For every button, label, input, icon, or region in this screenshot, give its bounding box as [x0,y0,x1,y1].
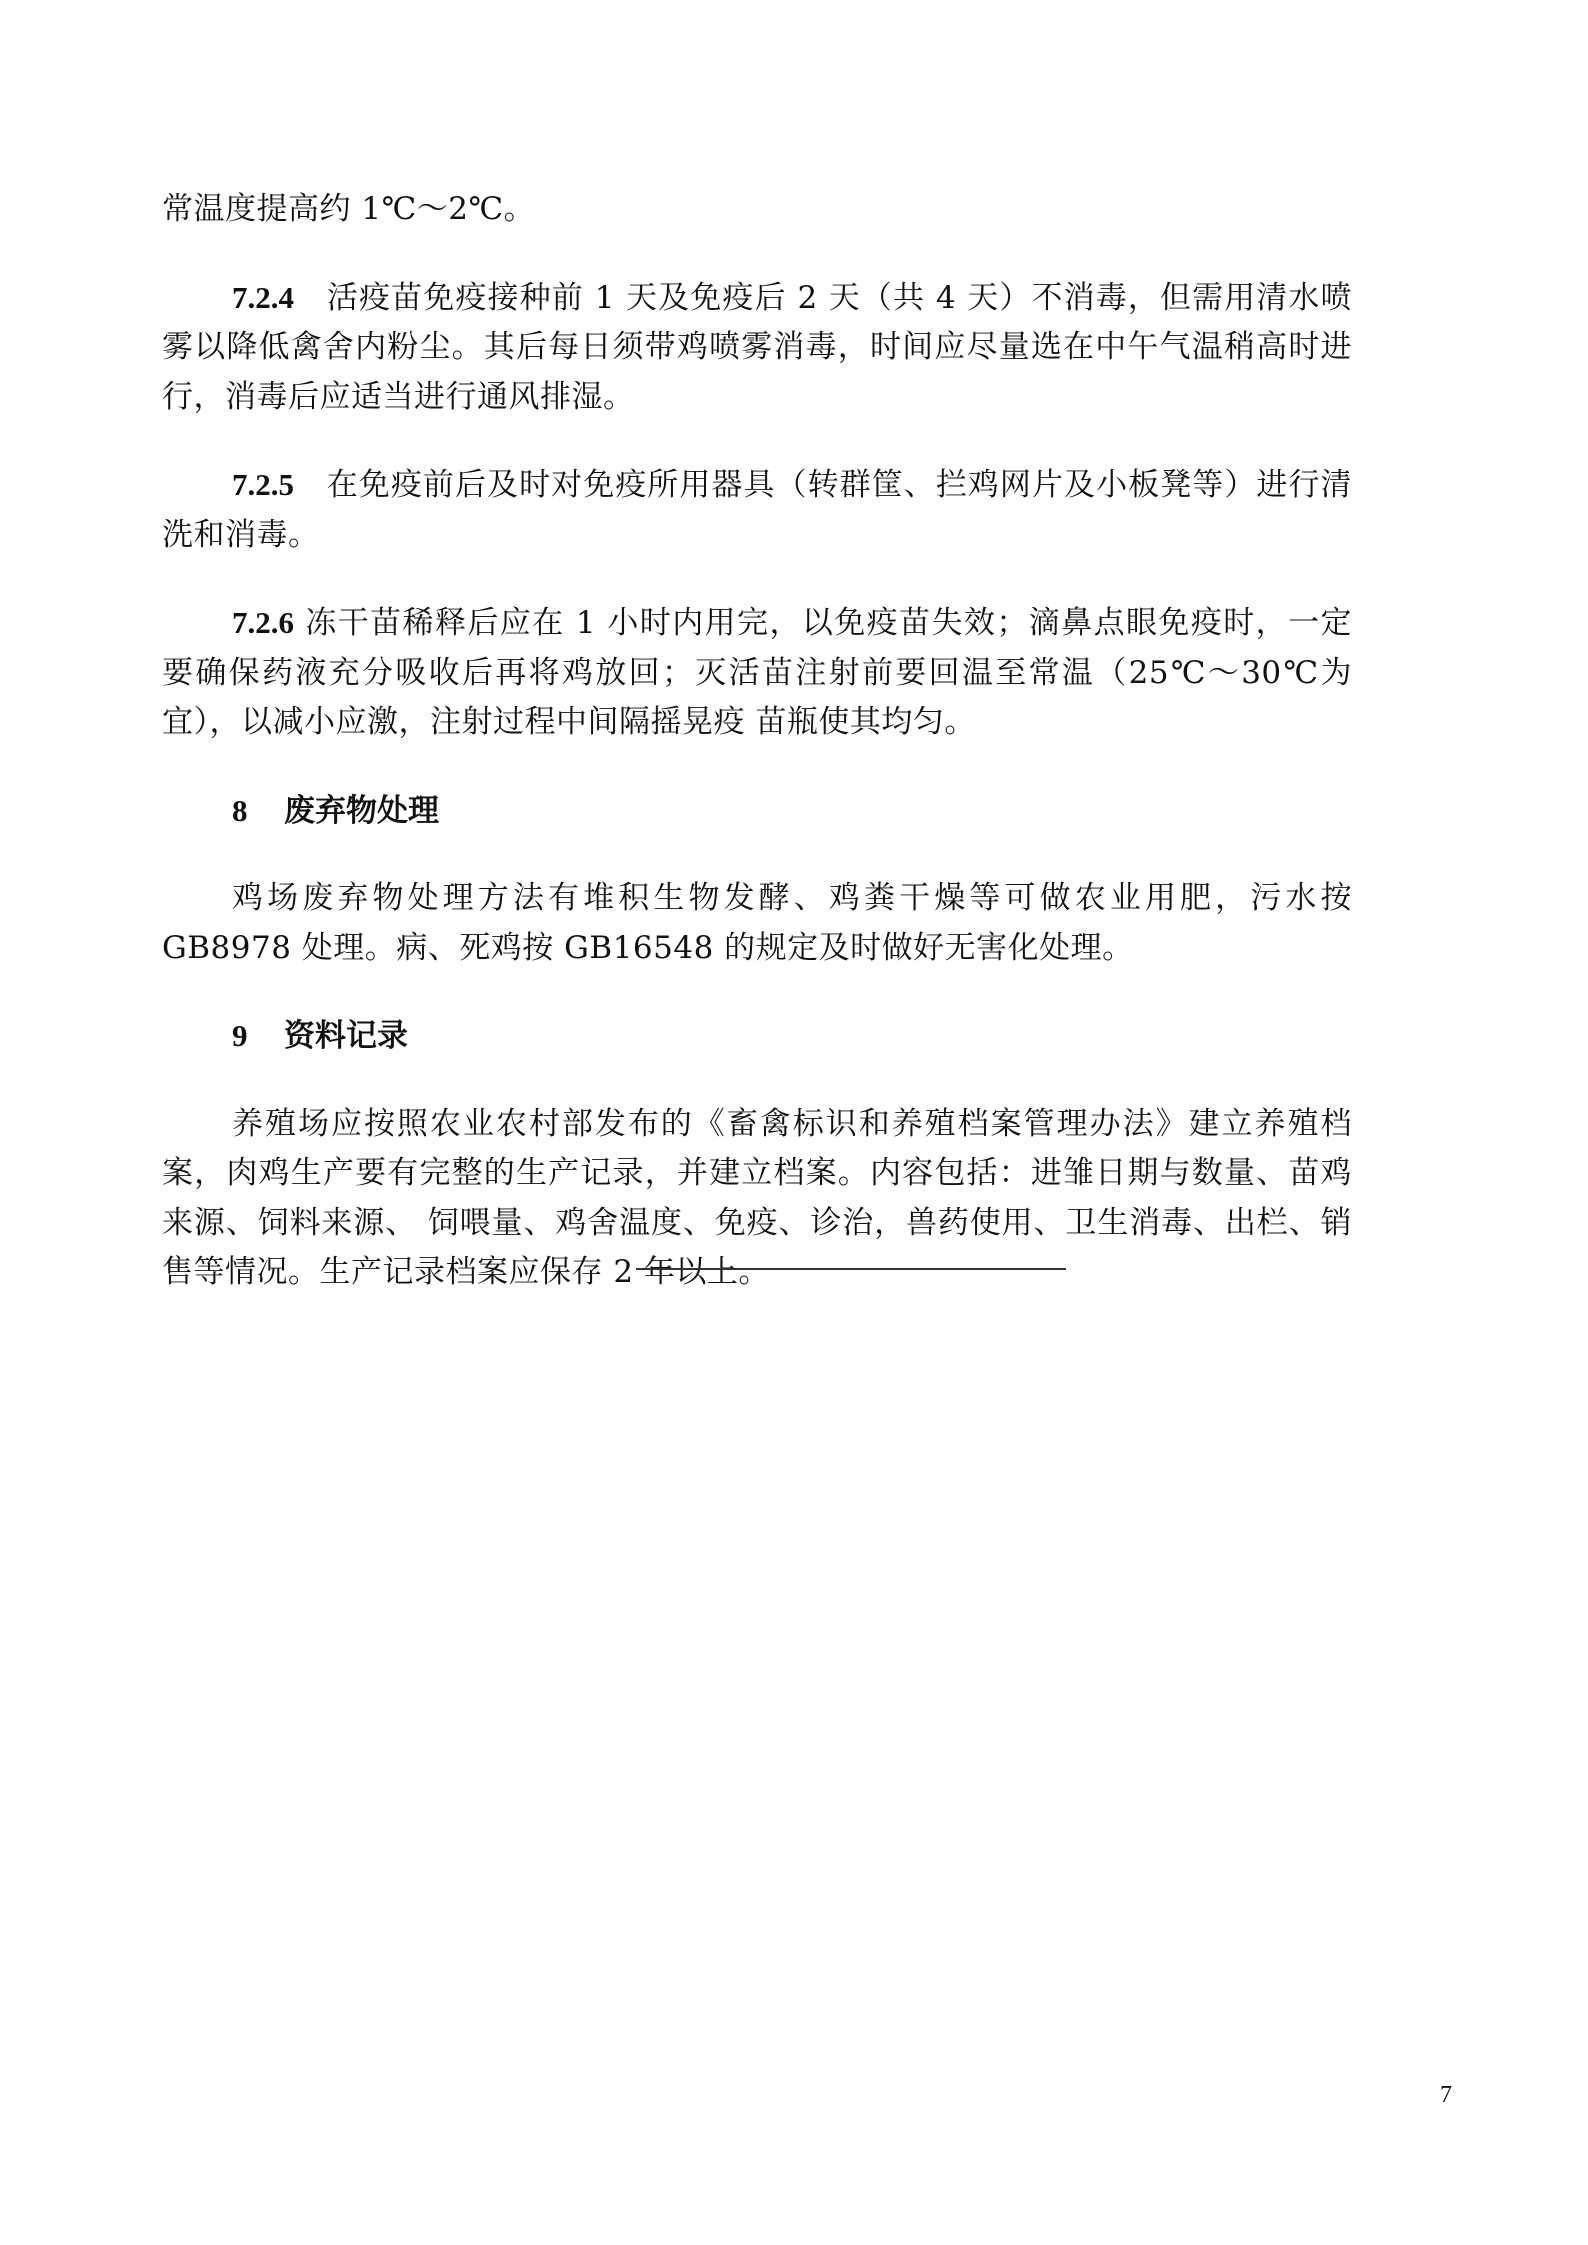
section-9-heading [232,1011,1352,1062]
section-9-paragraph: 养殖场应按照农业农村部发布的《畜禽标识和养殖档案管理办法》建立养殖档案，肉鸡生产要有完整的生产记录，并建立档案。内容包括：进雏日期与数量、苗鸡来源、饲料来源、 饲喂量、鸡舍温度、免疫、诊治，兽药使用、卫生消毒、出栏、销售等情况。生产记录档案应保存 2 年以上。 [162,1105,1352,1290]
section-number: 8 [232,792,248,828]
document-body [162,185,1352,1336]
continuation-paragraph: 常温度提高约 1℃～2℃。 [162,191,536,227]
clause-number: 7.2.4 [232,279,294,315]
section-number: 9 [232,1018,248,1053]
section-title: 废弃物处理 [284,792,439,829]
section-title: 资料记录 [284,1018,408,1054]
clause-7-2-6 [162,598,1352,748]
clause-number: 7.2.6 [232,605,294,640]
clause-text: 在免疫前后及时对免疫所用器具（转群筐、拦鸡网片及小板凳等）进行清洗和消毒。 [162,467,1352,553]
clause-number: 7.2.5 [232,467,294,502]
section-8-paragraph: 鸡场废弃物处理方法有堆积生物发酵、鸡粪干燥等可做农业用肥，污水按 GB8978 处理。病、死鸡按 GB16548 的规定及时做好无害化处理。 [162,880,1352,966]
section-8-heading [232,786,1352,837]
clause-text: 冻干苗稀释后应在 1 小时内用完，以免疫苗失效；滴鼻点眼免疫时，一定要确保药液充分吸收后再将鸡放回；灭活苗注射前要回温至常温（25℃～30℃为宜），以减小应激，注射过程中间隔摇晃疫 苗瓶使其均匀。 [162,605,1352,740]
clause-7-2-5 [162,460,1352,560]
page-number: 7 [1440,2082,1452,2108]
end-of-document-rule [636,1268,1066,1270]
clause-7-2-4 [162,273,1352,423]
clause-text: 活疫苗免疫接种前 1 天及免疫后 2 天（共 4 天）不消毒，但需用清水喷雾以降低禽舍内粉尘。其后每日须带鸡喷雾消毒，时间应尽量选在中午气温稍高时进行，消毒后应适当进行通风排湿。 [162,279,1353,415]
